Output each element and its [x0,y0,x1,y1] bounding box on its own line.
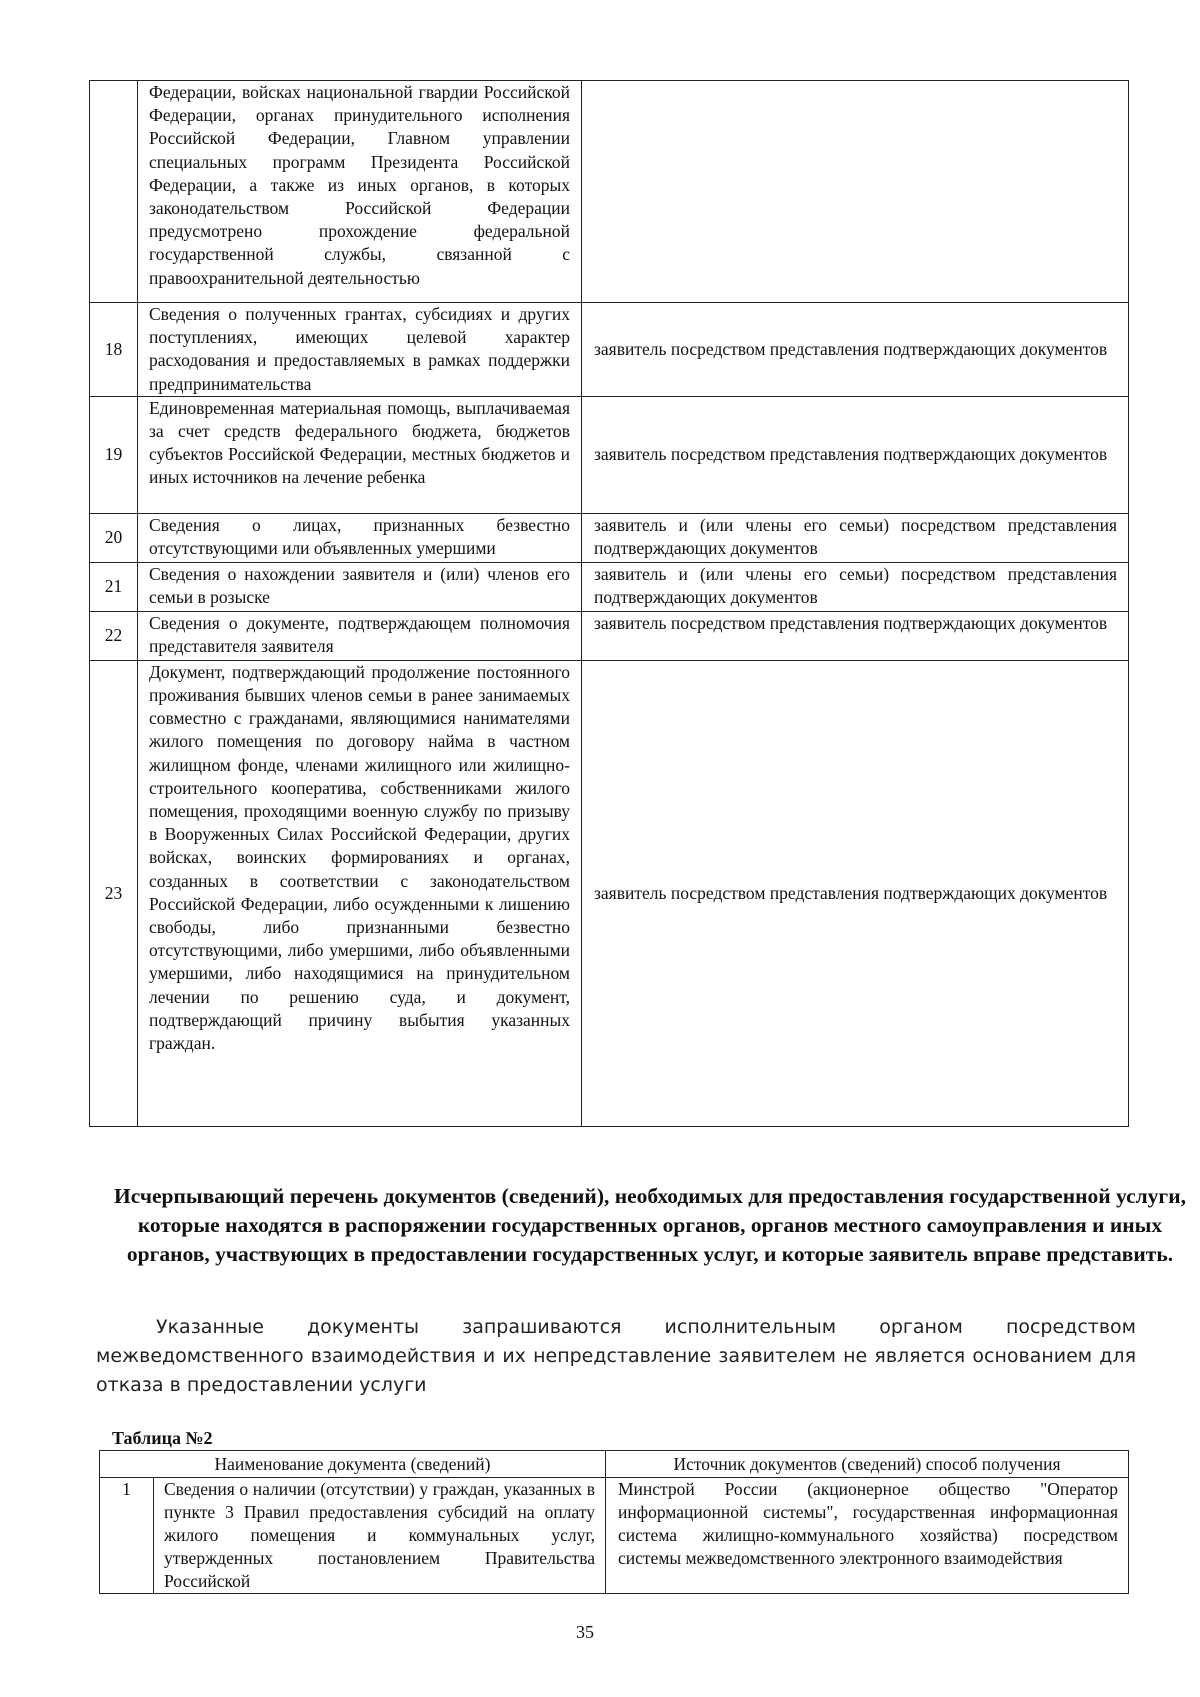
table-row [100,1478,1129,1594]
document-source: заявитель посредством представления подтверждающих документов [582,660,1129,1126]
document-name: Сведения о документе, подтверждающем полномочия представителя заявителя [138,611,582,660]
table-header-row [100,1451,1129,1478]
document-source: заявитель посредством представления подтверждающих документов [582,303,1129,397]
document-source: заявитель и (или члены его семьи) посредством представления подтверждающих документов [582,513,1129,562]
document-source: Минстрой России (акционерное общество "Оператор информационной системы", государственная информационная система жилищно-коммунального хозяйства) посредством системы межведомственного электронного взаимодействия [606,1478,1129,1594]
row-number [90,81,138,303]
row-number: 23 [90,660,138,1126]
table-row [90,513,1129,562]
row-number: 22 [90,611,138,660]
column-header-name: Наименование документа (сведений) [100,1451,606,1478]
body-paragraph: Указанные документы запрашиваются исполнительным органом посредством межведомственного взаимодействия и их непредставление заявителем не является основанием для отказа в предоставлении услуги [96,1316,1136,1396]
document-source: заявитель посредством представления подтверждающих документов [582,611,1129,660]
row-number: 18 [90,303,138,397]
documents-table-1 [89,80,1129,1127]
table-row [90,81,1129,303]
column-header-source: Источник документов (сведений) способ получения [606,1451,1129,1478]
document-name: Документ, подтверждающий продолжение постоянного проживания бывших членов семьи в ранее занимаемых совместно с гражданами, являющимися нанимателями жилого помещения по договору найма в частном жилищном фонде, членами жилищного или жилищно-строительного кооператива, собственниками жилого помещения, проходящими военную службу по призыву в Вооруженных Силах Российской Федерации, других войсках, воинских формированиях и органах, созданных в соответствии с законодательством Российской Федерации, либо осужденными к лишению свободы, либо признанными безвестно отсутствующими, либо умершими, либо объявленными умершими, либо находящимися на принудительном лечении по решению суда, и документ, подтверждающий причину выбытия указанных граждан. [138,660,582,1126]
document-name: Сведения о наличии (отсутствии) у граждан, указанных в пункте 3 Правил предоставления субсидий на оплату жилого помещения и коммунальных услуг, утвержденных постановлением Правительства Российской [154,1478,606,1594]
section-heading: Исчерпывающий перечень документов (сведений), необходимых для предоставления государственной услуги, которые находятся в распоряжении государственных органов, органов местного самоуправления и иных органов, участвующих в предоставлении государственных услуг, и которые заявитель вправе представить. [114,1184,1186,1266]
table-row [90,611,1129,660]
page-number: 35 [576,1622,594,1642]
document-name: Сведения о нахождении заявителя и (или) членов его семьи в розыске [138,562,582,611]
table-row [90,303,1129,397]
row-number: 20 [90,513,138,562]
document-name: Сведения о полученных грантах, субсидиях и других поступлениях, имеющих целевой характер расходования и предоставляемых в рамках поддержки предпринимательства [138,303,582,397]
documents-table-2 [99,1450,1129,1594]
row-number: 21 [90,562,138,611]
document-source: заявитель посредством представления подтверждающих документов [582,396,1129,513]
document-name: Федерации, войсках национальной гвардии Российской Федерации, органах принудительного исполнения Российской Федерации, Главном управлении специальных программ Президента Российской Федерации, а также из иных органов, в которых законодательством Российской Федерации предусмотрено прохождение федеральной государственной службы, связанной с правоохранительной деятельностью [138,81,582,303]
document-name: Сведения о лицах, признанных безвестно отсутствующими или объявленных умершими [138,513,582,562]
document-source [582,81,1129,303]
document-source: заявитель и (или члены его семьи) посредством представления подтверждающих документов [582,562,1129,611]
row-number: 1 [100,1478,154,1594]
row-number: 19 [90,396,138,513]
document-name: Единовременная материальная помощь, выплачиваемая за счет средств федерального бюджета, бюджетов субъектов Российской Федерации, местных бюджетов и иных источников на лечение ребенка [138,396,582,513]
table-row [90,562,1129,611]
table-row [90,660,1129,1126]
table-caption: Таблица №2 [112,1428,213,1448]
table-row [90,396,1129,513]
